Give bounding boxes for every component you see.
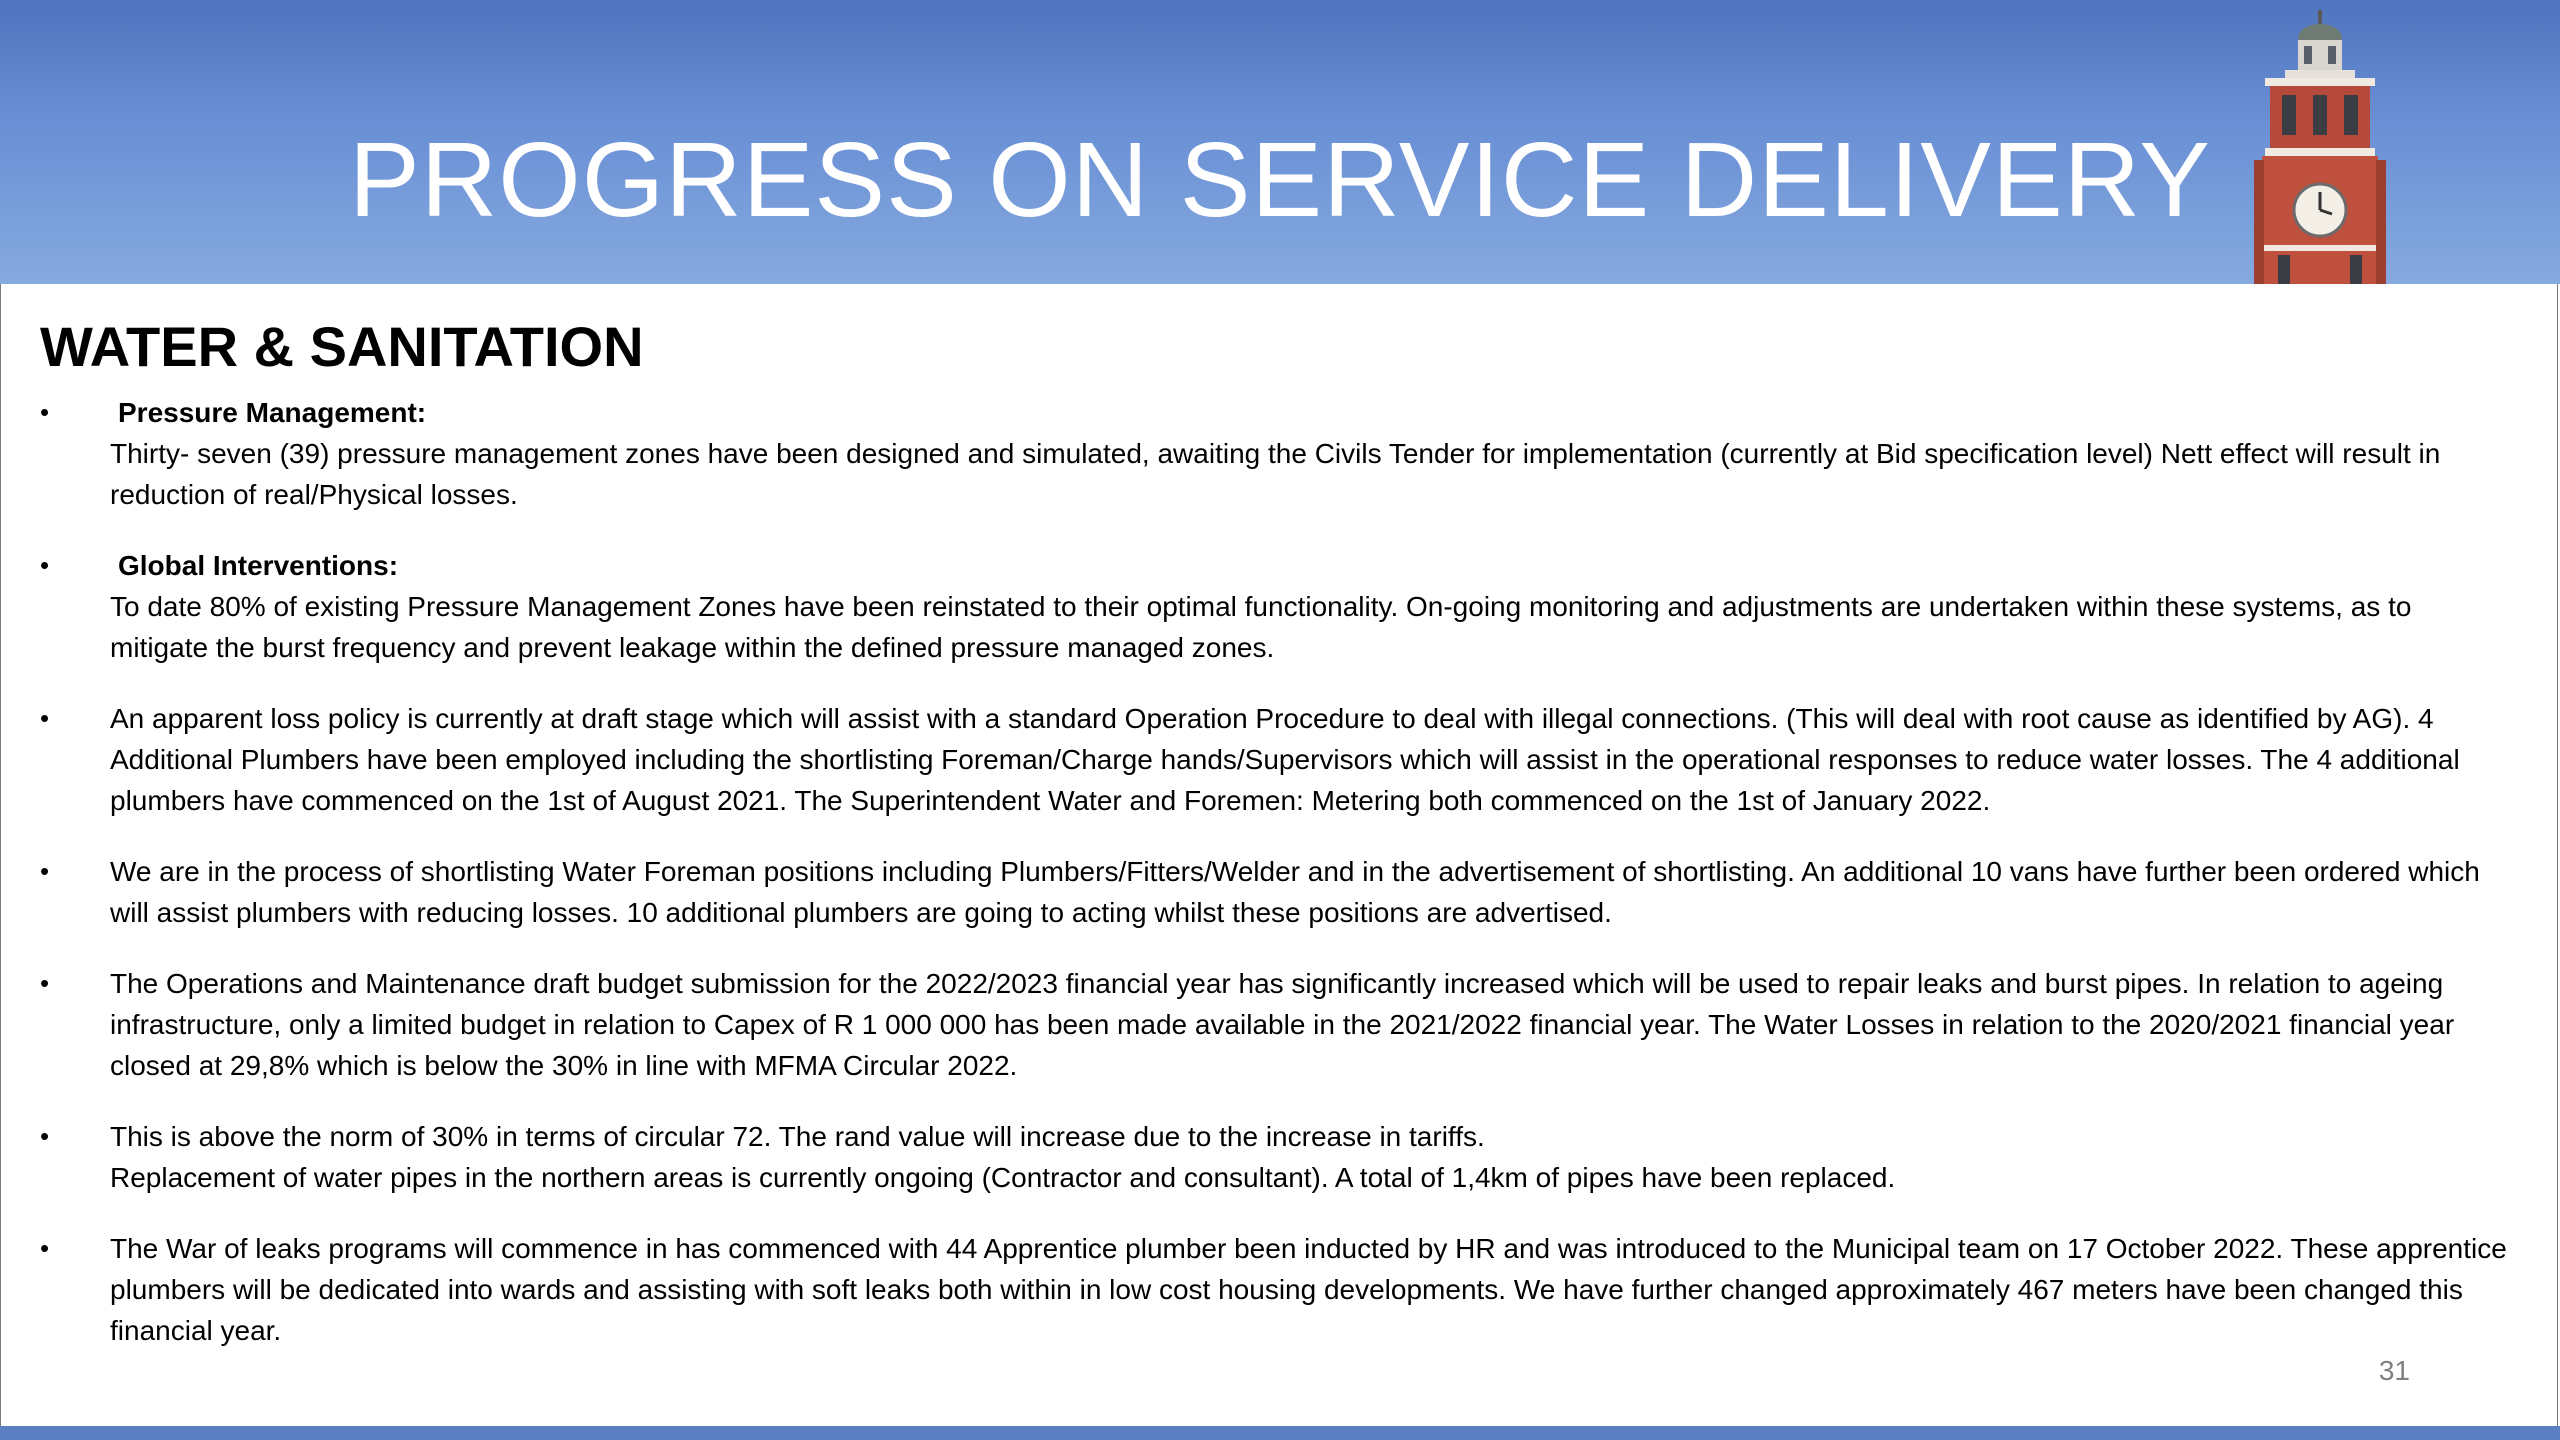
page-number: 31 — [2378, 1355, 2410, 1386]
bullet-war-on-leaks — [40, 1228, 2510, 1351]
bullet-text: This is above the norm of 30% in terms of circular 72. The rand value will increase due to the increase in tariffs. — [110, 1121, 1485, 1152]
bullet-text: Thirty- seven (39) pressure management zones have been designed and simulated, awaiting the Civils Tender for implementation (currently at Bid specification level) Nett effect will result in reduction of real/Physical losses. — [110, 438, 2441, 510]
bullet-dot: • — [40, 550, 50, 580]
bullet-dot: • — [40, 1121, 50, 1151]
bullet-dot: • — [40, 1233, 50, 1263]
bullet-heading: Global Interventions: — [118, 550, 399, 581]
bullet-text: An apparent loss policy is currently at draft stage which will assist with a standard Operation Procedure to deal with illegal connections. (This will deal with root cause as identified by AG). 4 Additional Plumbers have been employed including the shortlisting Foreman/Charge hands/Supervisors which will assist in the operational responses to reduce water losses. The 4 additional plumbers have commenced on the 1st of August 2021. The Superintendent Water and Foremen: Metering both commenced on the 1st of January 2022. — [110, 703, 2460, 816]
bullet-text: The War of leaks programs will commence in has commenced with 44 Apprentice plumber been inducted by HR and was introduced to the Municipal team on 17 October 2022. These apprentice plumbers will be dedicated into wards and assisting with soft leaks both within in low cost housing developments. We have further changed approximately 467 meters have been changed this financial year. — [110, 1233, 2507, 1346]
bullet-heading: Pressure Management: — [118, 397, 427, 428]
header-banner — [0, 0, 2560, 284]
clock-tower-icon — [2170, 0, 2470, 284]
bullet-global-interventions — [40, 545, 2510, 668]
bullet-list — [40, 392, 2510, 1381]
slide-title: PROGRESS ON SERVICE DELIVERY — [349, 121, 2211, 239]
section-heading: WATER & SANITATION — [40, 315, 644, 378]
bullet-dot: • — [40, 703, 50, 733]
bullet-budget — [40, 963, 2510, 1086]
bullet-dot: • — [40, 397, 50, 427]
bullet-norm-replacement — [40, 1116, 2510, 1198]
bullet-apparent-loss-policy — [40, 698, 2510, 821]
bullet-dot: • — [40, 968, 50, 998]
bullet-text: To date 80% of existing Pressure Management Zones have been reinstated to their optimal functionality. On-going monitoring and adjustments are undertaken within these systems, as to mitigate the burst frequency and prevent leakage within the defined pressure managed zones. — [110, 591, 2412, 663]
bullet-text: We are in the process of shortlisting Water Foreman positions including Plumbers/Fitters/Welder and in the advertisement of shortlisting. An additional 10 vans have further been ordered which will assist plumbers with reducing losses. 10 additional plumbers are going to acting whilst these positions are advertised. — [110, 856, 2480, 928]
bullet-text: Replacement of water pipes in the northern areas is currently ongoing (Contractor and consultant). A total of 1,4km of pipes have been replaced. — [110, 1162, 1896, 1193]
bullet-pressure-management — [40, 392, 2510, 515]
bullet-text: The Operations and Maintenance draft budget submission for the 2022/2023 financial year has significantly increased which will be used to repair leaks and burst pipes. In relation to ageing infrastructure, only a limited budget in relation to Capex of R 1 000 000 has been made available in the 2021/2022 financial year. The Water Losses in relation to the 2020/2021 financial year closed at 29,8% which is below the 30% in line with MFMA Circular 2022. — [110, 968, 2455, 1081]
bullet-dot: • — [40, 856, 50, 886]
bullet-shortlisting — [40, 851, 2510, 933]
bottom-bar — [0, 1426, 2560, 1440]
